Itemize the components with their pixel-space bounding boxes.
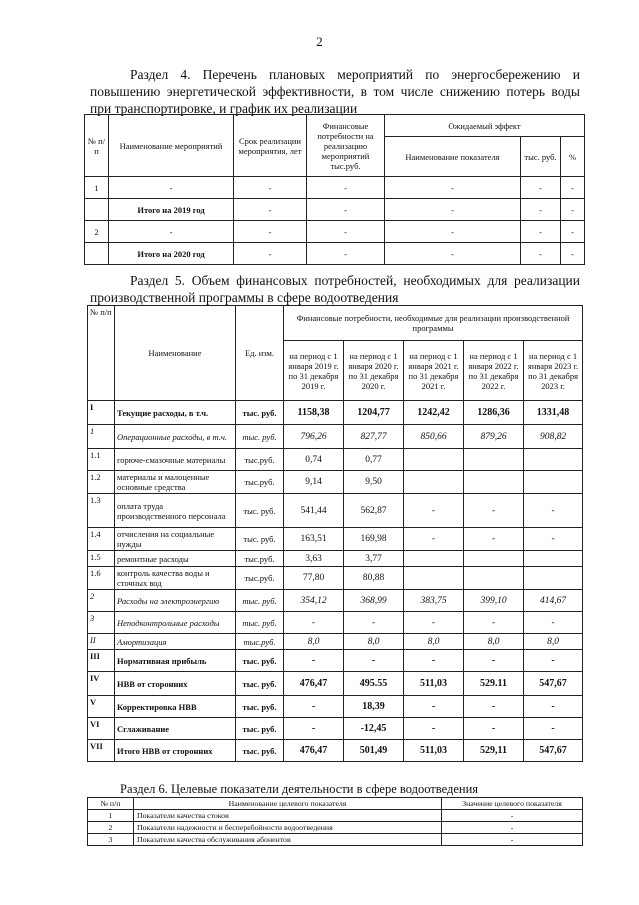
t2-cell-value xyxy=(464,449,524,471)
table-row xyxy=(88,551,583,567)
table-row xyxy=(88,590,583,612)
t2-cell-unit: тыс.руб. xyxy=(236,551,284,567)
t2-cell-value xyxy=(524,551,583,567)
t2-cell-value: 383,75 xyxy=(404,590,464,612)
t2-cell-value: 9,50 xyxy=(344,471,404,494)
t2-cell-value: 368,99 xyxy=(344,590,404,612)
t1-cell-name: Итого на 2020 год xyxy=(109,243,234,265)
t2-cell-value: - xyxy=(524,612,583,634)
t2-cell-num: 1.5 xyxy=(88,551,115,567)
t2-cell-value xyxy=(524,449,583,471)
t2-cell-value xyxy=(404,551,464,567)
t2-cell-value: 511,03 xyxy=(404,672,464,696)
t2-cell-value: 529.11 xyxy=(464,672,524,696)
table-row xyxy=(88,672,583,696)
t3-cell-value: - xyxy=(442,834,583,846)
t2-cell-unit: тыс. руб. xyxy=(236,718,284,740)
t2-cell-value: 908,82 xyxy=(524,425,583,449)
t2-cell-value: - xyxy=(284,696,344,718)
t2-cell-value: 1242,42 xyxy=(404,401,464,425)
t2-cell-value: 8,0 xyxy=(524,634,583,650)
t2-cell-value: 8,0 xyxy=(284,634,344,650)
t2-cell-value: - xyxy=(404,696,464,718)
t2-cell-name: Сглаживание xyxy=(115,718,236,740)
t2-cell-name: горюче-смазочные материалы xyxy=(115,449,236,471)
t2-cell-value: - xyxy=(464,696,524,718)
t2-cell-value: - xyxy=(344,612,404,634)
table-row xyxy=(88,696,583,718)
t2-cell-value: - xyxy=(464,612,524,634)
t3-cell-value: - xyxy=(442,822,583,834)
t1-cell-indicator: - xyxy=(385,199,521,221)
t2-cell-name: Амортизация xyxy=(115,634,236,650)
t3-cell-num: 1 xyxy=(88,810,134,822)
t2-cell-value: 1204,77 xyxy=(344,401,404,425)
table-row xyxy=(88,567,583,590)
t1-cell-indicator: - xyxy=(385,221,521,243)
t3-cell-name: Показатели качества стоков xyxy=(134,810,442,822)
t2-cell-value: 850,66 xyxy=(404,425,464,449)
t1-cell-pct: - xyxy=(561,243,585,265)
t2-cell-unit: тыс. руб. xyxy=(236,696,284,718)
t2-cell-value: - xyxy=(524,696,583,718)
t1-cell-indicator: - xyxy=(385,243,521,265)
t2-cell-num: V xyxy=(88,696,115,718)
t2-cell-unit: тыс. руб. xyxy=(236,672,284,696)
t2-cell-name: Текущие расходы, в т.ч. xyxy=(115,401,236,425)
t2-cell-name: Неподконтрольные расходы xyxy=(115,612,236,634)
t3-header-name: Наименование целевого показателя xyxy=(134,798,442,810)
t1-header-term: Срок реализации мероприятия, лет xyxy=(234,115,307,177)
t2-cell-value: - xyxy=(524,528,583,551)
table-row xyxy=(88,822,583,834)
t2-cell-value: 8,0 xyxy=(404,634,464,650)
t2-cell-name: ремонтные расходы xyxy=(115,551,236,567)
table-row xyxy=(88,494,583,528)
table-row xyxy=(88,718,583,740)
t1-header-pct: % xyxy=(561,137,585,177)
t1-cell-term: - xyxy=(234,199,307,221)
t2-header-num: № п/п xyxy=(88,306,115,401)
t2-header-period: на период с 1 января 2023 г. по 31 декабря 2023 г. xyxy=(524,341,583,401)
t2-cell-name: Корректировка НВВ xyxy=(115,696,236,718)
t2-cell-value: - xyxy=(284,718,344,740)
t2-cell-num: VII xyxy=(88,740,115,762)
t2-cell-value: 8,0 xyxy=(344,634,404,650)
t2-cell-value: 495.55 xyxy=(344,672,404,696)
t2-cell-num: IV xyxy=(88,672,115,696)
t2-cell-value: 8,0 xyxy=(464,634,524,650)
t2-cell-value: 501,49 xyxy=(344,740,404,762)
t3-cell-value: - xyxy=(442,810,583,822)
t1-cell-term: - xyxy=(234,177,307,199)
t2-cell-value: 3,77 xyxy=(344,551,404,567)
table-row xyxy=(88,528,583,551)
t3-cell-name: Показатели качества обслуживания абонентов xyxy=(134,834,442,846)
t2-header-period: на период с 1 января 2019 г. по 31 декабря 2019 г. xyxy=(284,341,344,401)
t2-cell-unit: тыс. руб. xyxy=(236,528,284,551)
t2-cell-num: 1 xyxy=(88,425,115,449)
t1-cell-pct: - xyxy=(561,199,585,221)
t1-cell-term: - xyxy=(234,221,307,243)
t2-cell-value: - xyxy=(464,650,524,672)
t2-cell-value xyxy=(464,551,524,567)
t2-cell-num: III xyxy=(88,650,115,672)
t2-header-unit: Ед. изм. xyxy=(236,306,284,401)
table-row xyxy=(88,834,583,846)
table-row xyxy=(85,199,585,221)
t3-cell-num: 3 xyxy=(88,834,134,846)
t2-cell-value xyxy=(464,471,524,494)
t2-cell-value: 0,77 xyxy=(344,449,404,471)
t2-cell-name: НВВ от сторонних xyxy=(115,672,236,696)
t2-cell-name: оплата труда производственного персонала xyxy=(115,494,236,528)
table-row xyxy=(88,471,583,494)
t2-cell-value: 9,14 xyxy=(284,471,344,494)
t2-cell-num: 1.3 xyxy=(88,494,115,528)
t1-cell-finance: - xyxy=(307,177,385,199)
section5-title: Раздел 5. Объем финансовых потребностей, необходимых для реализации производственной программы в сфере водоотведения xyxy=(90,273,580,305)
t2-cell-unit: тыс.руб. xyxy=(236,567,284,590)
t2-cell-name: Операционные расходы, в т.ч. xyxy=(115,425,236,449)
t2-cell-num: 1.6 xyxy=(88,567,115,590)
t2-cell-num: I xyxy=(88,401,115,425)
table-row xyxy=(88,634,583,650)
t2-cell-value: 80,88 xyxy=(344,567,404,590)
t2-cell-value: - xyxy=(524,718,583,740)
t2-cell-unit: тыс. руб. xyxy=(236,740,284,762)
t2-cell-value xyxy=(404,567,464,590)
table-row xyxy=(85,243,585,265)
t1-cell-rub: - xyxy=(521,221,561,243)
t2-cell-value: 547,67 xyxy=(524,672,583,696)
section6-table xyxy=(87,797,583,846)
t1-header-effect: Ожидаемый эффект xyxy=(385,115,585,137)
t2-cell-name: отчисления на социальные нужды xyxy=(115,528,236,551)
t2-cell-unit: тыс. руб. xyxy=(236,650,284,672)
t1-header-name: Наименование мероприятий xyxy=(109,115,234,177)
section4-table xyxy=(84,114,585,265)
t2-cell-value: 879,26 xyxy=(464,425,524,449)
t2-cell-value: - xyxy=(464,718,524,740)
t2-cell-value: 414,67 xyxy=(524,590,583,612)
t1-cell-rub: - xyxy=(521,177,561,199)
t2-cell-value: 827,77 xyxy=(344,425,404,449)
t2-cell-value: - xyxy=(464,528,524,551)
t2-cell-value xyxy=(404,449,464,471)
t1-cell-finance: - xyxy=(307,199,385,221)
section5-table xyxy=(87,305,583,762)
t1-header-finance: Финансовые потребности на реализацию мероприятий тыс.руб. xyxy=(307,115,385,177)
t2-cell-value: - xyxy=(404,528,464,551)
section5-heading xyxy=(90,272,580,306)
t1-cell-finance: - xyxy=(307,243,385,265)
table-row xyxy=(88,612,583,634)
t2-header-finance: Финансовые потребности, необходимые для реализации производственной программы xyxy=(284,306,583,341)
t1-cell-pct: - xyxy=(561,177,585,199)
t2-cell-value: 354,12 xyxy=(284,590,344,612)
t2-cell-unit: тыс. руб. xyxy=(236,425,284,449)
t2-cell-value: 163,51 xyxy=(284,528,344,551)
t2-cell-value: 1331,48 xyxy=(524,401,583,425)
t2-cell-value: - xyxy=(284,612,344,634)
section6-title: Раздел 6. Целевые показатели деятельности в сфере водоотведения xyxy=(120,782,479,796)
table-row xyxy=(88,650,583,672)
t1-cell-term: - xyxy=(234,243,307,265)
t3-cell-name: Показатели надежности и бесперебойности водоотведения xyxy=(134,822,442,834)
t1-cell-num xyxy=(85,243,109,265)
table-row xyxy=(85,221,585,243)
t2-cell-value: 511,03 xyxy=(404,740,464,762)
t2-cell-num: 1.2 xyxy=(88,471,115,494)
t1-cell-rub: - xyxy=(521,199,561,221)
table-row xyxy=(85,177,585,199)
t2-cell-name: контроль качества воды и сточных вод xyxy=(115,567,236,590)
t1-cell-num xyxy=(85,199,109,221)
t1-cell-indicator: - xyxy=(385,177,521,199)
t2-cell-value: 18,39 xyxy=(344,696,404,718)
t1-cell-num: 2 xyxy=(85,221,109,243)
t1-cell-name: - xyxy=(109,221,234,243)
t2-cell-value: - xyxy=(524,494,583,528)
t2-cell-value: 547,67 xyxy=(524,740,583,762)
t3-cell-num: 2 xyxy=(88,822,134,834)
t2-cell-value: 1158,38 xyxy=(284,401,344,425)
table-row xyxy=(88,425,583,449)
t2-cell-value: - xyxy=(464,494,524,528)
t2-cell-name: Итого НВВ от сторонних xyxy=(115,740,236,762)
t2-cell-num: 3 xyxy=(88,612,115,634)
t2-cell-value xyxy=(464,567,524,590)
t2-cell-num: II xyxy=(88,634,115,650)
t2-cell-value: 0,74 xyxy=(284,449,344,471)
t2-cell-num: VI xyxy=(88,718,115,740)
t2-cell-value: 476,47 xyxy=(284,672,344,696)
t2-cell-value: 796,26 xyxy=(284,425,344,449)
t1-cell-finance: - xyxy=(307,221,385,243)
t2-cell-value: - xyxy=(404,718,464,740)
t2-cell-value: -12,45 xyxy=(344,718,404,740)
t2-header-period: на период с 1 января 2022 г. по 31 декабря 2022 г. xyxy=(464,341,524,401)
t2-cell-value: 562,87 xyxy=(344,494,404,528)
t1-header-rub: тыс. руб. xyxy=(521,137,561,177)
t3-header-value: Значение целевого показателя xyxy=(442,798,583,810)
t3-header-num: № п/п xyxy=(88,798,134,810)
t2-cell-value: - xyxy=(284,650,344,672)
t2-cell-value: - xyxy=(404,612,464,634)
table-row xyxy=(88,449,583,471)
section4-heading xyxy=(90,66,580,117)
table-row xyxy=(88,401,583,425)
t2-cell-value: 541,44 xyxy=(284,494,344,528)
t2-cell-value xyxy=(404,471,464,494)
t2-cell-unit: тыс.руб. xyxy=(236,471,284,494)
table-row xyxy=(88,740,583,762)
t2-cell-unit: тыс. руб. xyxy=(236,494,284,528)
t2-cell-unit: тыс. руб. xyxy=(236,401,284,425)
t1-cell-num: 1 xyxy=(85,177,109,199)
table-row xyxy=(88,810,583,822)
page-number: 2 xyxy=(316,34,323,49)
t2-cell-num: 1.4 xyxy=(88,528,115,551)
t1-header-indicator: Наименование показателя xyxy=(385,137,521,177)
t2-cell-value: - xyxy=(404,650,464,672)
t2-cell-unit: тыс. руб. xyxy=(236,590,284,612)
t2-cell-unit: тыс.руб. xyxy=(236,449,284,471)
t2-cell-unit: тыс. руб. xyxy=(236,612,284,634)
t2-cell-name: Расходы на электроэнергию xyxy=(115,590,236,612)
t2-cell-value: 529,11 xyxy=(464,740,524,762)
t2-cell-name: материалы и малоценные основные средства xyxy=(115,471,236,494)
t2-cell-num: 1.1 xyxy=(88,449,115,471)
t1-header-num: № п/п xyxy=(85,115,109,177)
t2-header-period: на период с 1 января 2021 г. по 31 декабря 2021 г. xyxy=(404,341,464,401)
t1-cell-rub: - xyxy=(521,243,561,265)
t2-cell-num: 2 xyxy=(88,590,115,612)
t2-cell-value: 3,63 xyxy=(284,551,344,567)
t2-cell-value: - xyxy=(404,494,464,528)
t2-cell-value: 1286,36 xyxy=(464,401,524,425)
t2-header-period: на период с 1 января 2020 г. по 31 декабря 2020 г. xyxy=(344,341,404,401)
t1-cell-name: Итого на 2019 год xyxy=(109,199,234,221)
t2-cell-value xyxy=(524,471,583,494)
t1-cell-pct: - xyxy=(561,221,585,243)
t2-cell-value: - xyxy=(524,650,583,672)
t2-cell-unit: тыс.руб. xyxy=(236,634,284,650)
t2-cell-value xyxy=(524,567,583,590)
t2-cell-value: 399,10 xyxy=(464,590,524,612)
t1-cell-name: - xyxy=(109,177,234,199)
t2-cell-value: 169,98 xyxy=(344,528,404,551)
t2-cell-value: 77,80 xyxy=(284,567,344,590)
t2-cell-value: - xyxy=(344,650,404,672)
section4-title: Раздел 4. Перечень плановых мероприятий по энергосбережению и повышению энергетической эффективности, в том числе снижению потерь воды при транспортировке, и график их реализации xyxy=(90,67,580,116)
t2-cell-name: Нормативная прибыль xyxy=(115,650,236,672)
t2-cell-value: 476,47 xyxy=(284,740,344,762)
t2-header-name: Наименование xyxy=(115,306,236,401)
